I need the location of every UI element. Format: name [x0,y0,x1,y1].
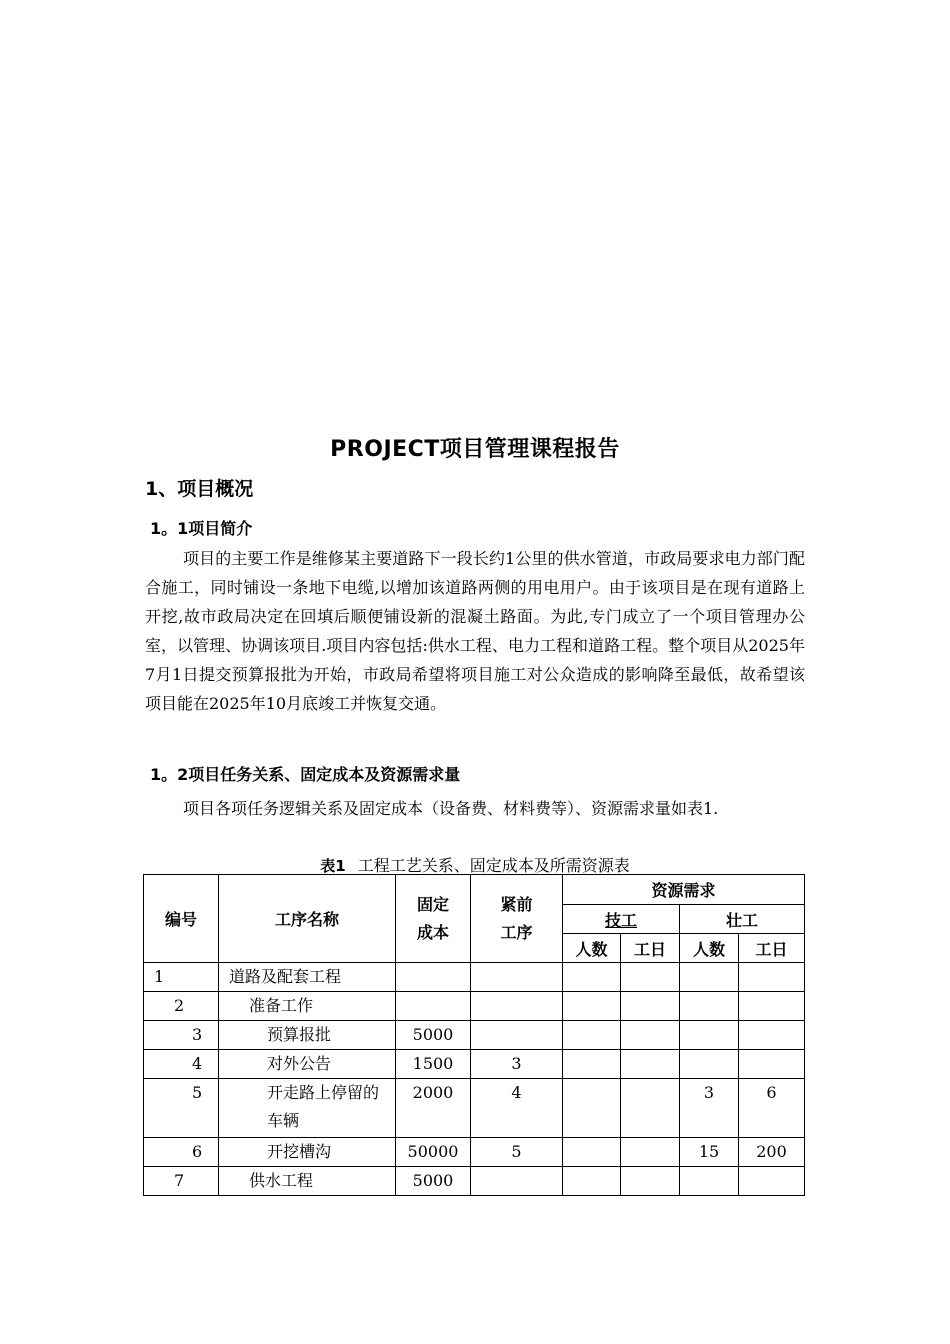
cell-cost: 50000 [396,1138,471,1167]
cell-sk-people [563,1021,621,1050]
header-resources: 资源需求 [563,875,805,905]
section-1-2-body: 项目各项任务逻辑关系及固定成本（设备费、材料费等）、资源需求量如表1. [183,799,719,818]
cell-cost: 2000 [396,1079,471,1138]
cell-name: 供水工程 [219,1167,396,1196]
table-row [144,1021,805,1050]
header-labor-days: 工日 [739,934,805,963]
cell-sk-people [563,992,621,1021]
cell-sk-days [621,992,680,1021]
cell-sk-people [563,1138,621,1167]
cell-sk-days [621,1050,680,1079]
table-caption-label: 表1 [320,857,346,875]
header-skilled-people: 人数 [563,934,621,963]
cell-name: 对外公告 [219,1050,396,1079]
cell-id: 5 [144,1079,219,1138]
cell-lb-days [739,1021,805,1050]
cell-name: 道路及配套工程 [219,963,396,992]
cell-id: 6 [144,1138,219,1167]
cell-pred [471,1167,563,1196]
cell-lb-people [680,992,739,1021]
cell-lb-people [680,1050,739,1079]
cell-sk-people [563,1079,621,1138]
cell-sk-days [621,1079,680,1138]
section-1-heading: 1、项目概况 [145,478,254,500]
cell-pred [471,963,563,992]
page-title: PROJECT项目管理课程报告 [330,437,620,462]
cell-lb-days: 6 [739,1079,805,1138]
cell-lb-days [739,1167,805,1196]
cell-sk-days [621,1021,680,1050]
cell-sk-days [621,1138,680,1167]
cell-id: 7 [144,1167,219,1196]
cell-lb-days [739,1050,805,1079]
cell-name: 开走路上停留的车辆 [219,1079,396,1138]
table-row [144,1079,805,1138]
cell-cost: 1500 [396,1050,471,1079]
cell-id: 3 [144,1021,219,1050]
cell-sk-people [563,1167,621,1196]
cell-lb-people: 15 [680,1138,739,1167]
cell-id: 2 [144,992,219,1021]
cell-cost: 5000 [396,1021,471,1050]
cell-pred [471,1021,563,1050]
cell-lb-days [739,963,805,992]
cell-sk-days [621,1167,680,1196]
header-labor: 壮工 [680,905,805,934]
table-row [144,1167,805,1196]
cell-name: 开挖槽沟 [219,1138,396,1167]
cell-pred: 4 [471,1079,563,1138]
cell-name: 预算报批 [219,1021,396,1050]
table-caption [0,853,950,876]
cell-lb-people: 3 [680,1079,739,1138]
table-row [144,1138,805,1167]
cell-id: 4 [144,1050,219,1079]
cell-cost [396,992,471,1021]
table-caption-text: 工程工艺关系、固定成本及所需资源表 [357,856,630,875]
table-row [144,963,805,992]
table-row [144,992,805,1021]
cell-sk-days [621,963,680,992]
section-1-1-body: 项目的主要工作是维修某主要道路下一段长约1公里的供水管道，市政局要求电力部门配合施工，同时铺设一条地下电缆,以增加该道路两侧的用电用户。由于该项目是在现有道路上开挖,故市政局决定在回填后顺便铺设新的混凝土路面。为此,专门成立了一个项目管理办公室，以管理、协调该项目.项目内容包括:供水工程、电力工程和道路工程。整个项目从2025年7月1日提交预算报批为开始，市政局希望将项目施工对公众造成的影响降至最低，故希望该项目能在2025年10月底竣工并恢复交通。 [145,549,805,713]
cell-sk-people [563,1050,621,1079]
header-predecessor: 紧前工序 [471,875,563,963]
cell-pred [471,992,563,1021]
section-1-1-heading: 1。1项目简介 [150,519,253,538]
cell-pred: 3 [471,1050,563,1079]
cell-lb-people [680,963,739,992]
cell-id: 1 [144,963,219,992]
header-id: 编号 [144,875,219,963]
cell-sk-people [563,963,621,992]
cell-lb-days [739,992,805,1021]
resource-table [143,874,805,1196]
cell-cost: 5000 [396,1167,471,1196]
table-row [144,1050,805,1079]
cell-name: 准备工作 [219,992,396,1021]
cell-lb-days: 200 [739,1138,805,1167]
cell-lb-people [680,1167,739,1196]
cell-lb-people [680,1021,739,1050]
section-1-2-heading: 1。2项目任务关系、固定成本及资源需求量 [150,765,461,784]
header-name: 工序名称 [219,875,396,963]
header-skilled-days: 工日 [621,934,680,963]
header-labor-people: 人数 [680,934,739,963]
cell-pred: 5 [471,1138,563,1167]
header-skilled: 技工 [563,905,680,934]
header-fixed-cost: 固定成本 [396,875,471,963]
cell-cost [396,963,471,992]
